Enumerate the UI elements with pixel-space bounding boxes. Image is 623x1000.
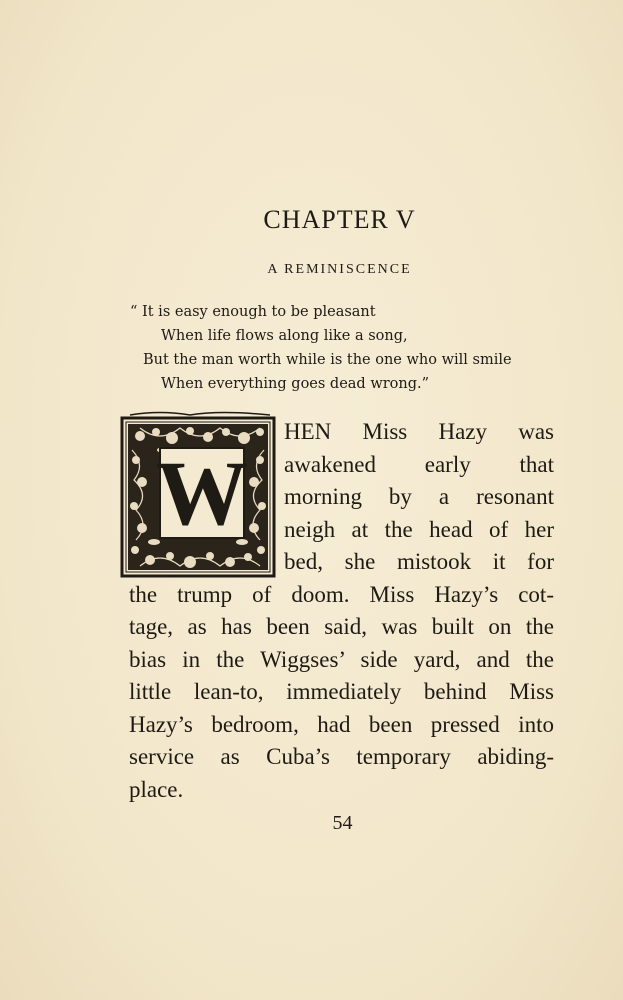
body-line: place. [129,776,184,802]
body-line: the trump of doom. Miss Hazy’s cot- [129,581,554,607]
body-line: bias in the Wiggses’ side yard, and the [129,646,554,672]
page-number: 54 [332,812,353,834]
body-line: Hazy’s bedroom, had been pressed into [129,711,554,737]
body-line: little lean-to, immediately behind Miss [129,679,554,704]
body-line: morning by a resonant [284,484,554,509]
body-line: bed, she mistook it for [284,549,554,574]
epigraph-line: When life flows along like a song, [161,328,408,344]
body-line: tage, as has been said, was built on the [129,614,554,639]
body-paragraph [129,416,554,806]
body-line: service as Cuba’s temporary abiding- [129,744,554,769]
epigraph-line: “ It is easy enough to be pleasant [130,304,376,320]
epigraph-line: But the man worth while is the one who will smile [143,352,512,368]
epigraph-line: When everything goes dead wrong.” [161,376,430,392]
dropcap-letter: W [156,442,248,544]
chapter-title: CHAPTER V [263,205,416,234]
chapter-subtitle: A REMINISCENCE [267,262,412,277]
body-line: awakened early that [284,451,554,477]
body-line: HEN Miss Hazy was [284,419,554,444]
epigraph [130,300,560,396]
body-line: neigh at the head of her [284,516,554,542]
